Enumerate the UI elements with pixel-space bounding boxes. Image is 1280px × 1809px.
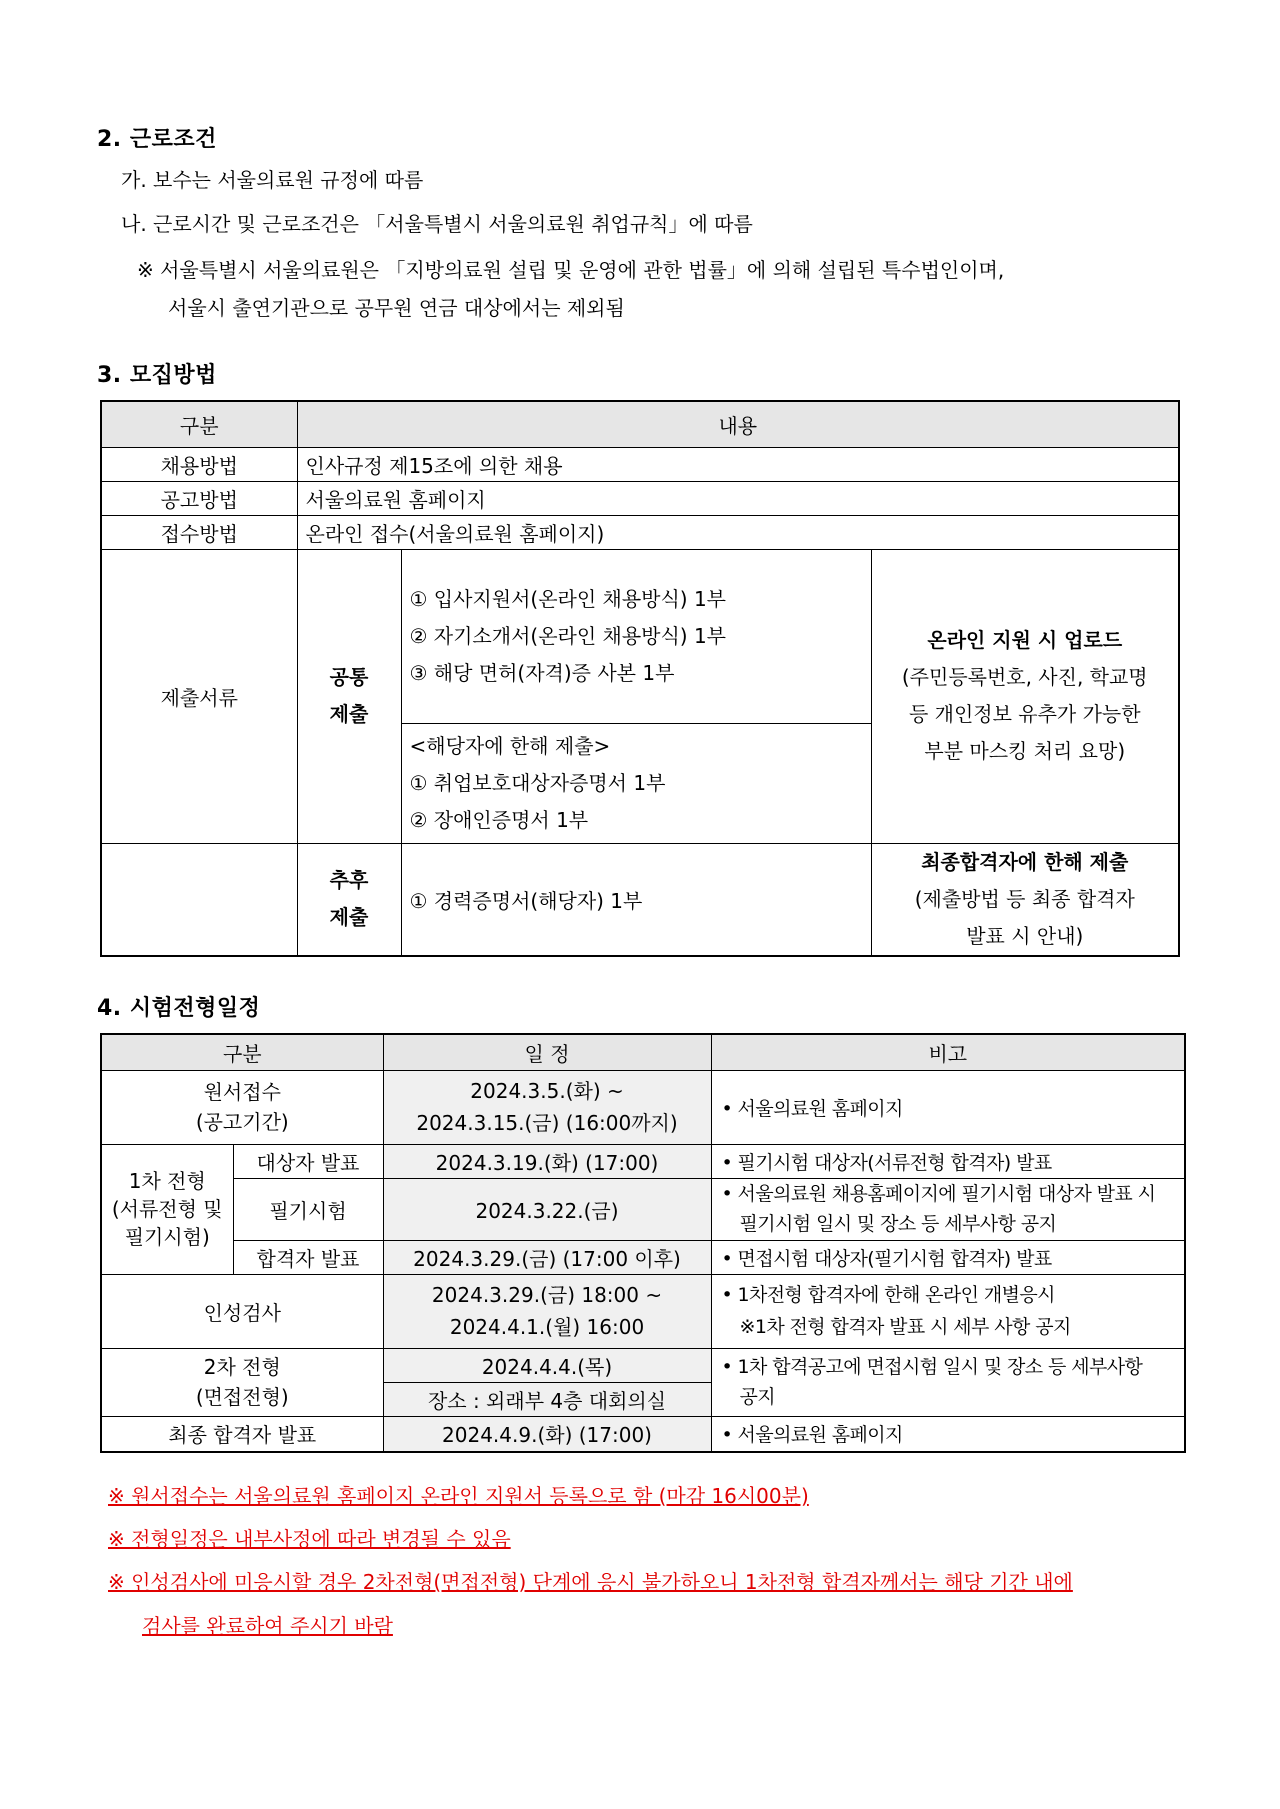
header-content: 내용 bbox=[297, 401, 1179, 447]
header-schedule: 일 정 bbox=[383, 1034, 711, 1070]
note-application-deadline: ※ 원서접수는 서울의료원 홈페이지 온라인 지원서 등록으로 함 (마감 16시00분) bbox=[108, 1484, 809, 1508]
personality-test-remark: • 1차전형 합격자에 한해 온라인 개별응시 ※1차 전형 합격자 발표 시 세부 사항 공지 bbox=[711, 1274, 1185, 1348]
row-label: 공고방법 bbox=[101, 481, 297, 515]
apply-label: 원서접수 (공고기간) bbox=[101, 1070, 383, 1144]
phase1-date: 2024.3.29.(금) (17:00 이후) bbox=[383, 1240, 711, 1274]
recruitment-method-table bbox=[100, 400, 1180, 957]
later-docs-item: ① 경력증명서(해당자) 1부 bbox=[401, 843, 871, 956]
common-submission-label: 공통 제출 bbox=[297, 549, 401, 843]
note-personality-test-line1: ※ 인성검사에 미응시할 경우 2차전형(면접전형) 단계에 응시 불가하오니 1차전형 합격자께서는 해당 기간 내에 bbox=[108, 1570, 1073, 1594]
phase1-date: 2024.3.22.(금) bbox=[383, 1178, 711, 1240]
final-result-date: 2024.4.9.(화) (17:00) bbox=[383, 1416, 711, 1452]
apply-remark: • 서울의료원 홈페이지 bbox=[711, 1070, 1185, 1144]
docs-label-spacer bbox=[101, 843, 297, 956]
header-category: 구분 bbox=[101, 401, 297, 447]
s2-item-a: 가. 보수는 서울의료원 규정에 따름 bbox=[121, 168, 424, 192]
later-submission-label: 추후 제출 bbox=[297, 843, 401, 956]
exam-schedule-table bbox=[100, 1033, 1186, 1453]
phase2-remark: • 1차 합격공고에 면접시험 일시 및 장소 등 세부사항 공지 bbox=[711, 1348, 1185, 1416]
phase1-label: 1차 전형 (서류전형 및 필기시험) bbox=[101, 1144, 233, 1274]
s2-note-line1: ※ 서울특별시 서울의료원은 「지방의료원 설립 및 운영에 관한 법률」에 의해 설립된 특수법인이며, bbox=[137, 258, 1005, 282]
header-remarks: 비고 bbox=[711, 1034, 1185, 1070]
note-personality-test-line2: 검사를 완료하여 주시기 바람 bbox=[142, 1614, 393, 1638]
row-label: 채용방법 bbox=[101, 447, 297, 481]
section-4-title: 4. 시험전형일정 bbox=[97, 996, 261, 1021]
personality-test-date: 2024.3.29.(금) 18:00 ~ 2024.4.1.(월) 16:00 bbox=[383, 1274, 711, 1348]
upload-instructions: 온라인 지원 시 업로드 (주민등록번호, 사진, 학교명 등 개인정보 유추가 가능한 부분 마스킹 처리 요망) bbox=[871, 549, 1179, 843]
apply-date: 2024.3.5.(화) ~ 2024.3.15.(금) (16:00까지) bbox=[383, 1070, 711, 1144]
personality-test-label: 인성검사 bbox=[101, 1274, 383, 1348]
section-2-title: 2. 근로조건 bbox=[97, 127, 217, 152]
phase1-date: 2024.3.19.(화) (17:00) bbox=[383, 1144, 711, 1178]
s2-note-line2: 서울시 출연기관으로 공무원 연금 대상에서는 제외됨 bbox=[168, 296, 625, 320]
phase1-remark: • 필기시험 대상자(서류전형 합격자) 발표 bbox=[711, 1144, 1185, 1178]
row-value: 서울의료원 홈페이지 bbox=[297, 481, 1179, 515]
s2-item-b: 나. 근로시간 및 근로조건은 「서울특별시 서울의료원 취업규칙」에 따름 bbox=[121, 212, 753, 236]
row-label: 접수방법 bbox=[101, 515, 297, 549]
phase1-sub-label: 대상자 발표 bbox=[233, 1144, 383, 1178]
phase2-venue: 장소 : 외래부 4층 대회의실 bbox=[383, 1382, 711, 1416]
docs-label: 제출서류 bbox=[101, 549, 297, 843]
phase2-label: 2차 전형 (면접전형) bbox=[101, 1348, 383, 1416]
phase1-remark: • 서울의료원 채용홈페이지에 필기시험 대상자 발표 시 필기시험 일시 및 장소 등 세부사항 공지 bbox=[711, 1178, 1185, 1240]
row-value: 인사규정 제15조에 의한 채용 bbox=[297, 447, 1179, 481]
phase1-sub-label: 필기시험 bbox=[233, 1178, 383, 1240]
common-docs-list: ① 입사지원서(온라인 채용방식) 1부 ② 자기소개서(온라인 채용방식) 1부 ③ 해당 면허(자격)증 사본 1부 bbox=[401, 549, 871, 723]
row-value: 온라인 접수(서울의료원 홈페이지) bbox=[297, 515, 1179, 549]
header-category: 구분 bbox=[101, 1034, 383, 1070]
phase1-remark: • 면접시험 대상자(필기시험 합격자) 발표 bbox=[711, 1240, 1185, 1274]
note-schedule-change: ※ 전형일정은 내부사정에 따라 변경될 수 있음 bbox=[108, 1527, 511, 1551]
section-3-title: 3. 모집방법 bbox=[97, 363, 217, 388]
final-result-label: 최종 합격자 발표 bbox=[101, 1416, 383, 1452]
final-result-remark: • 서울의료원 홈페이지 bbox=[711, 1416, 1185, 1452]
conditional-docs-list: <해당자에 한해 제출> ① 취업보호대상자증명서 1부 ② 장애인증명서 1부 bbox=[401, 723, 871, 843]
phase2-date: 2024.4.4.(목) bbox=[383, 1348, 711, 1382]
final-submission-note: 최종합격자에 한해 제출 (제출방법 등 최종 합격자 발표 시 안내) bbox=[871, 843, 1179, 956]
phase1-sub-label: 합격자 발표 bbox=[233, 1240, 383, 1274]
